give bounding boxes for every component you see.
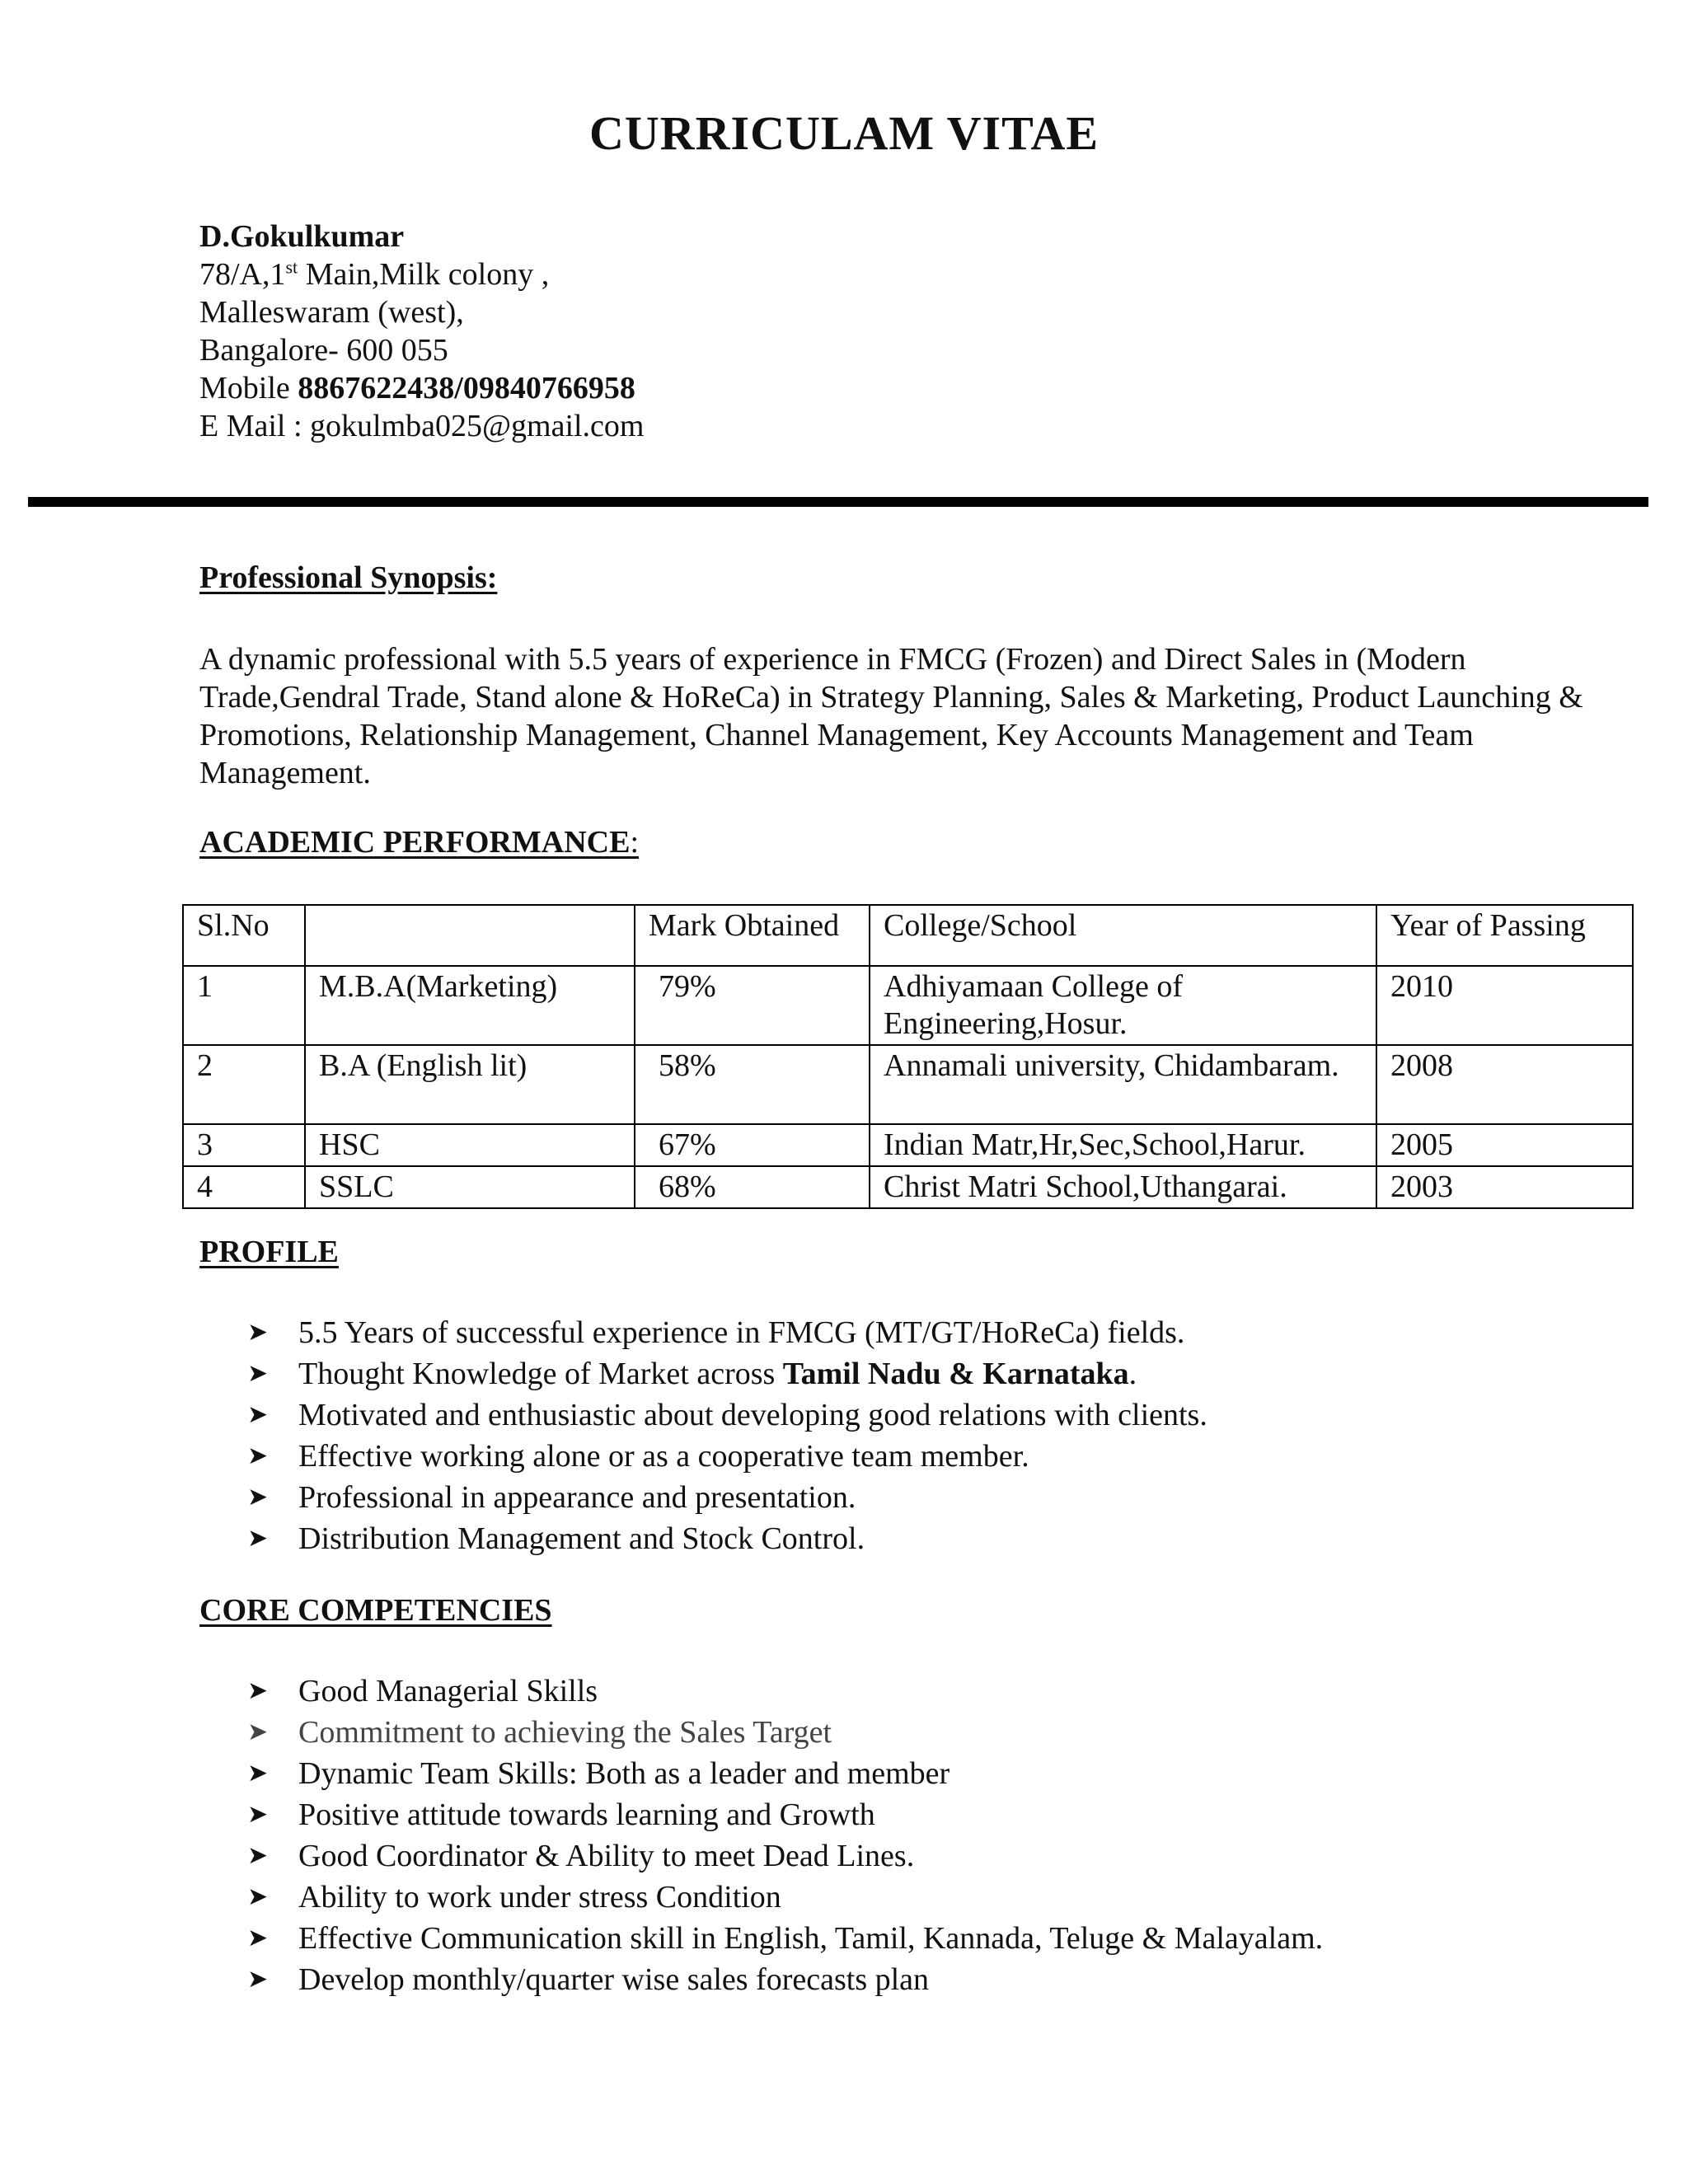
list-item-text: Effective working alone or as a cooperative team member. bbox=[298, 1439, 1029, 1474]
academic-heading-colon: : bbox=[630, 825, 640, 860]
academic-heading-text: ACADEMIC PERFORMANCE bbox=[199, 825, 631, 860]
list-item-text: Develop monthly/quarter wise sales forecasts plan bbox=[298, 1962, 930, 1997]
table-row bbox=[183, 966, 1633, 1045]
list-item-text: Good Coordinator & Ability to meet Dead Lines. bbox=[298, 1839, 915, 1873]
list-item-text-end: . bbox=[1128, 1357, 1137, 1391]
list-item bbox=[247, 1835, 1323, 1877]
arrow-bullet-icon: ➤ bbox=[247, 1883, 269, 1910]
table-cell: Annamali university, Chidambaram. bbox=[870, 1045, 1376, 1124]
list-item bbox=[247, 1753, 1323, 1794]
mobile-line bbox=[199, 369, 644, 407]
table-cell: B.A (English lit) bbox=[305, 1045, 635, 1124]
list-item bbox=[247, 1712, 1323, 1753]
arrow-bullet-icon: ➤ bbox=[247, 1483, 269, 1511]
table-cell: 58% bbox=[635, 1045, 870, 1124]
list-item bbox=[247, 1353, 1207, 1394]
table-cell: Christ Matri School,Uthangarai. bbox=[870, 1166, 1376, 1208]
arrow-bullet-icon: ➤ bbox=[247, 1525, 269, 1552]
synopsis-text: A dynamic professional with 5.5 years of experience in FMCG (Frozen) and Direct Sales in (Modern Trade,Gendral Trade, Stand alone & HoReCa) in Strategy Planning, Sales & Marketing, Product Launching & Promotions, Relationship Management, Channel Management, Key Accounts Management and Team Management. bbox=[199, 642, 1583, 790]
header-divider bbox=[28, 497, 1648, 507]
arrow-bullet-icon: ➤ bbox=[247, 1760, 269, 1787]
profile-heading: PROFILE bbox=[199, 1235, 339, 1269]
arrow-bullet-icon: ➤ bbox=[247, 1966, 269, 1993]
table-cell: Indian Matr,Hr,Sec,School,Harur. bbox=[870, 1124, 1376, 1166]
candidate-name: D.Gokulkumar bbox=[199, 219, 405, 254]
address-line-1-start: 78/A,1 bbox=[199, 257, 286, 292]
list-item-text: Motivated and enthusiastic about developing good relations with clients. bbox=[298, 1398, 1207, 1432]
profile-list bbox=[247, 1312, 1207, 1559]
list-item bbox=[247, 1918, 1323, 1959]
list-item-text: Distribution Management and Stock Control. bbox=[298, 1521, 865, 1556]
list-item-text: Thought Knowledge of Market across bbox=[298, 1357, 783, 1391]
table-row bbox=[183, 1124, 1633, 1166]
list-item-text: Effective Communication skill in English, Tamil, Kannada, Teluge & Malayalam. bbox=[298, 1921, 1324, 1956]
header-cell: Sl.No bbox=[183, 905, 305, 966]
header-cell: College/School bbox=[870, 905, 1376, 966]
header-cell: Year of Passing bbox=[1376, 905, 1633, 966]
table-cell: 2003 bbox=[1376, 1166, 1633, 1208]
table-header-row bbox=[183, 905, 1633, 966]
list-item-bold-text: Tamil Nadu & Karnataka bbox=[782, 1357, 1129, 1391]
table-cell: 67% bbox=[635, 1124, 870, 1166]
list-item bbox=[247, 1312, 1207, 1353]
arrow-bullet-icon: ➤ bbox=[247, 1801, 269, 1828]
table-row bbox=[183, 1045, 1633, 1124]
list-item-text: Commitment to achieving the Sales Target bbox=[298, 1715, 832, 1750]
mobile-number: 8867622438/09840766958 bbox=[298, 371, 635, 405]
synopsis-heading: Professional Synopsis: bbox=[199, 560, 498, 595]
table-cell: 2 bbox=[183, 1045, 305, 1124]
list-item bbox=[247, 1394, 1207, 1436]
list-item bbox=[247, 1436, 1207, 1477]
list-item bbox=[247, 1877, 1323, 1918]
address-line-1-end: Main,Milk colony , bbox=[298, 257, 550, 292]
address-line-2: Malleswaram (west), bbox=[199, 295, 464, 330]
table-cell: 2010 bbox=[1376, 966, 1633, 1045]
list-item-text: Positive attitude towards learning and Growth bbox=[298, 1797, 875, 1832]
table-cell: 68% bbox=[635, 1166, 870, 1208]
table-cell: 3 bbox=[183, 1124, 305, 1166]
email-line: E Mail : gokulmba025@gmail.com bbox=[199, 409, 645, 443]
list-item-text: Ability to work under stress Condition bbox=[298, 1880, 781, 1915]
list-item bbox=[247, 1959, 1323, 2000]
list-item-text: Good Managerial Skills bbox=[298, 1674, 598, 1708]
table-cell: 4 bbox=[183, 1166, 305, 1208]
contact-block bbox=[199, 218, 644, 445]
academic-heading bbox=[199, 824, 639, 860]
document-title: CURRICULAM VITAE bbox=[588, 106, 1100, 160]
table-cell: 2008 bbox=[1376, 1045, 1633, 1124]
core-competencies-list bbox=[247, 1671, 1323, 2000]
address-line-1 bbox=[199, 255, 644, 293]
table-cell: 1 bbox=[183, 966, 305, 1045]
table-row bbox=[183, 1166, 1633, 1208]
mobile-label: Mobile bbox=[199, 371, 298, 405]
list-item-text: Professional in appearance and presentation. bbox=[298, 1480, 856, 1515]
table-cell: 2005 bbox=[1376, 1124, 1633, 1166]
header-cell: Mark Obtained bbox=[635, 905, 870, 966]
arrow-bullet-icon: ➤ bbox=[247, 1401, 269, 1428]
table-cell: Adhiyamaan College of Engineering,Hosur. bbox=[870, 966, 1376, 1045]
table-cell: 79% bbox=[635, 966, 870, 1045]
header-cell bbox=[305, 905, 635, 966]
core-competencies-heading: CORE COMPETENCIES bbox=[199, 1593, 552, 1628]
list-item-text: Dynamic Team Skills: Both as a leader and member bbox=[298, 1756, 950, 1791]
arrow-bullet-icon: ➤ bbox=[247, 1442, 269, 1469]
arrow-bullet-icon: ➤ bbox=[247, 1924, 269, 1952]
ordinal-suffix: st bbox=[285, 256, 298, 278]
arrow-bullet-icon: ➤ bbox=[247, 1718, 269, 1746]
academic-table bbox=[182, 904, 1634, 1209]
list-item bbox=[247, 1794, 1323, 1835]
arrow-bullet-icon: ➤ bbox=[247, 1319, 269, 1346]
table-cell: HSC bbox=[305, 1124, 635, 1166]
address-line-3: Bangalore- 600 055 bbox=[199, 333, 448, 368]
list-item-text: 5.5 Years of successful experience in FMCG (MT/GT/HoReCa) fields. bbox=[298, 1315, 1185, 1350]
list-item bbox=[247, 1518, 1207, 1559]
table-cell: SSLC bbox=[305, 1166, 635, 1208]
arrow-bullet-icon: ➤ bbox=[247, 1842, 269, 1869]
arrow-bullet-icon: ➤ bbox=[247, 1360, 269, 1387]
list-item bbox=[247, 1477, 1207, 1518]
table-cell: M.B.A(Marketing) bbox=[305, 966, 635, 1045]
arrow-bullet-icon: ➤ bbox=[247, 1677, 269, 1704]
list-item bbox=[247, 1671, 1323, 1712]
